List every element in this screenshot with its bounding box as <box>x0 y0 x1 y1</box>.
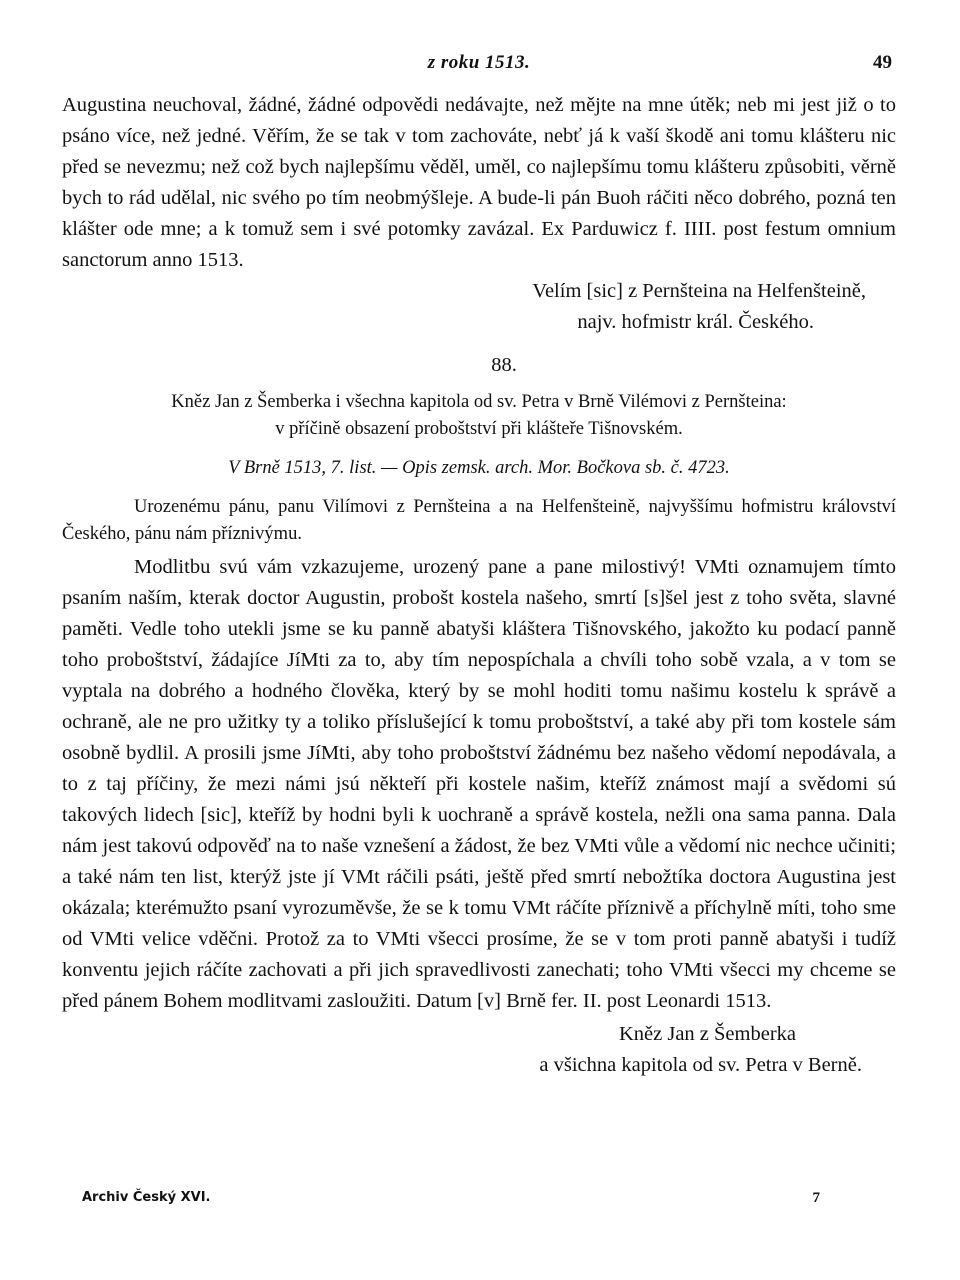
running-title: z roku 1513. <box>427 52 531 73</box>
document-heading <box>62 389 896 443</box>
signature-line-2: a všichna kapitola od sv. Petra v Berně. <box>539 1054 862 1076</box>
running-head <box>62 52 896 84</box>
signature-line-2: najv. hofmistr král. Českého. <box>577 311 814 333</box>
signature-line-1: Kněz Jan z Šemberka <box>618 1023 796 1045</box>
heading-line-1: Kněz Jan z Šemberka i všechna kapitola od sv. Petra v Brně Vilémovi z Pernšteina: <box>171 392 787 412</box>
letter-body: Modlitbu svú vám vzkazujeme, urozený pane a pane milostivý! VMti oznamujem tímto psaním naším, kterak doctor Augustin, probošt kostela našeho, smrtí [s]šel jest z toho světa, slavné paměti. Vedle toho utekli jsme se ku panně abatyši kláštera Tišnovského, jakožto ku podací panně toho proboštství, žádajíce JíMti za to, aby tím nepospíchala a chvíli toho sobě vzala, a v tom se vyptala na dobrého a hodného člověka, který by se mohl hoditi tomu našimu kostelu k správě a ochraně, ale ne pro užitky ty a toliko příslušející k tomu proboštství, a také aby při tom kostele sám osobně bydlil. A prosili jsme JíMti, aby toho proboštství žádnému bez našeho vědomí nepodávala, a to z taj příčiny, že mezi námi jsú někteří při kostele našim, kteříž známost mají a svědomi sú takových lidech [sic], kteříž by hodni byli k uochraně a správě kostela, nežli ona sama panna. Dala nám jest takovú odpověď na to naše vznešení a žádost, že bez VMti vůle a vědomí nic nechce učiniti; a také nám ten list, kterýž jste jí VMt ráčili psáti, ještě před smrtí nebožtíka doctora Augustina jest okázala; kterémužto psaní vyrozuměvše, že se k tomu VMt ráčíte příznivě a příchylně míti, toho sme od VMti velice vděčni. Protož za to VMti všecci prosíme, že se v tom proti panně abatyši i tudíž konventu jejich ráčíte zachovati a při jich spravedlivosti zanechati; toho VMti všecci my chceme se před pánem Bohem modlitvami zasloužiti. Datum [v] Brně fer. II. post Leonardi 1513. <box>62 556 896 1012</box>
footer-volume: Archiv Český XVI. <box>82 1190 211 1205</box>
letter-address: Urozenému pánu, panu Vilímovi z Pernšteina a na Helfenšteině, najvyššímu hofmistru království Českého, pánu nám příznivýmu. <box>62 497 896 544</box>
previous-letter-signature <box>62 276 896 338</box>
previous-letter-text: Augustina neuchoval, žádné, žádné odpovědi nedávajte, než mějte na mne útěk; neb mi jest již o to psáno více, než jedné. Věřím, že se tak v tom zachováte, nebť já k vaší škodě ani tomu klášteru nic před se nevezmu; než což bych najlepšímu věděl, uměl, co najlepšímu tomu klášteru způsobiti, věrně bych to rád udělal, nic svého po tím neobmýšleje. A bude-li pán Buoh ráčiti něco dobrého, pozná ten klášter ode mne; a k tomuž sem i své potomky zavázal. Ex Parduwicz f. IIII. post festum omnium sanctorum anno 1513. <box>62 94 896 271</box>
source-note: V Brně 1513, 7. list. — Opis zemsk. arch. Mor. Bočkova sb. č. 4723. <box>228 458 730 478</box>
letter-signature <box>62 1019 896 1081</box>
document-number: 88. <box>491 354 517 376</box>
document-page <box>62 52 896 1081</box>
page-number: 49 <box>873 52 892 73</box>
signature-line-1: Velím [sic] z Pernšteina na Helfenšteině, <box>532 280 866 302</box>
heading-line-2: v příčině obsazení proboštství při klášteře Tišnovském. <box>275 419 683 439</box>
footer-signature-mark: 7 <box>812 1190 820 1206</box>
